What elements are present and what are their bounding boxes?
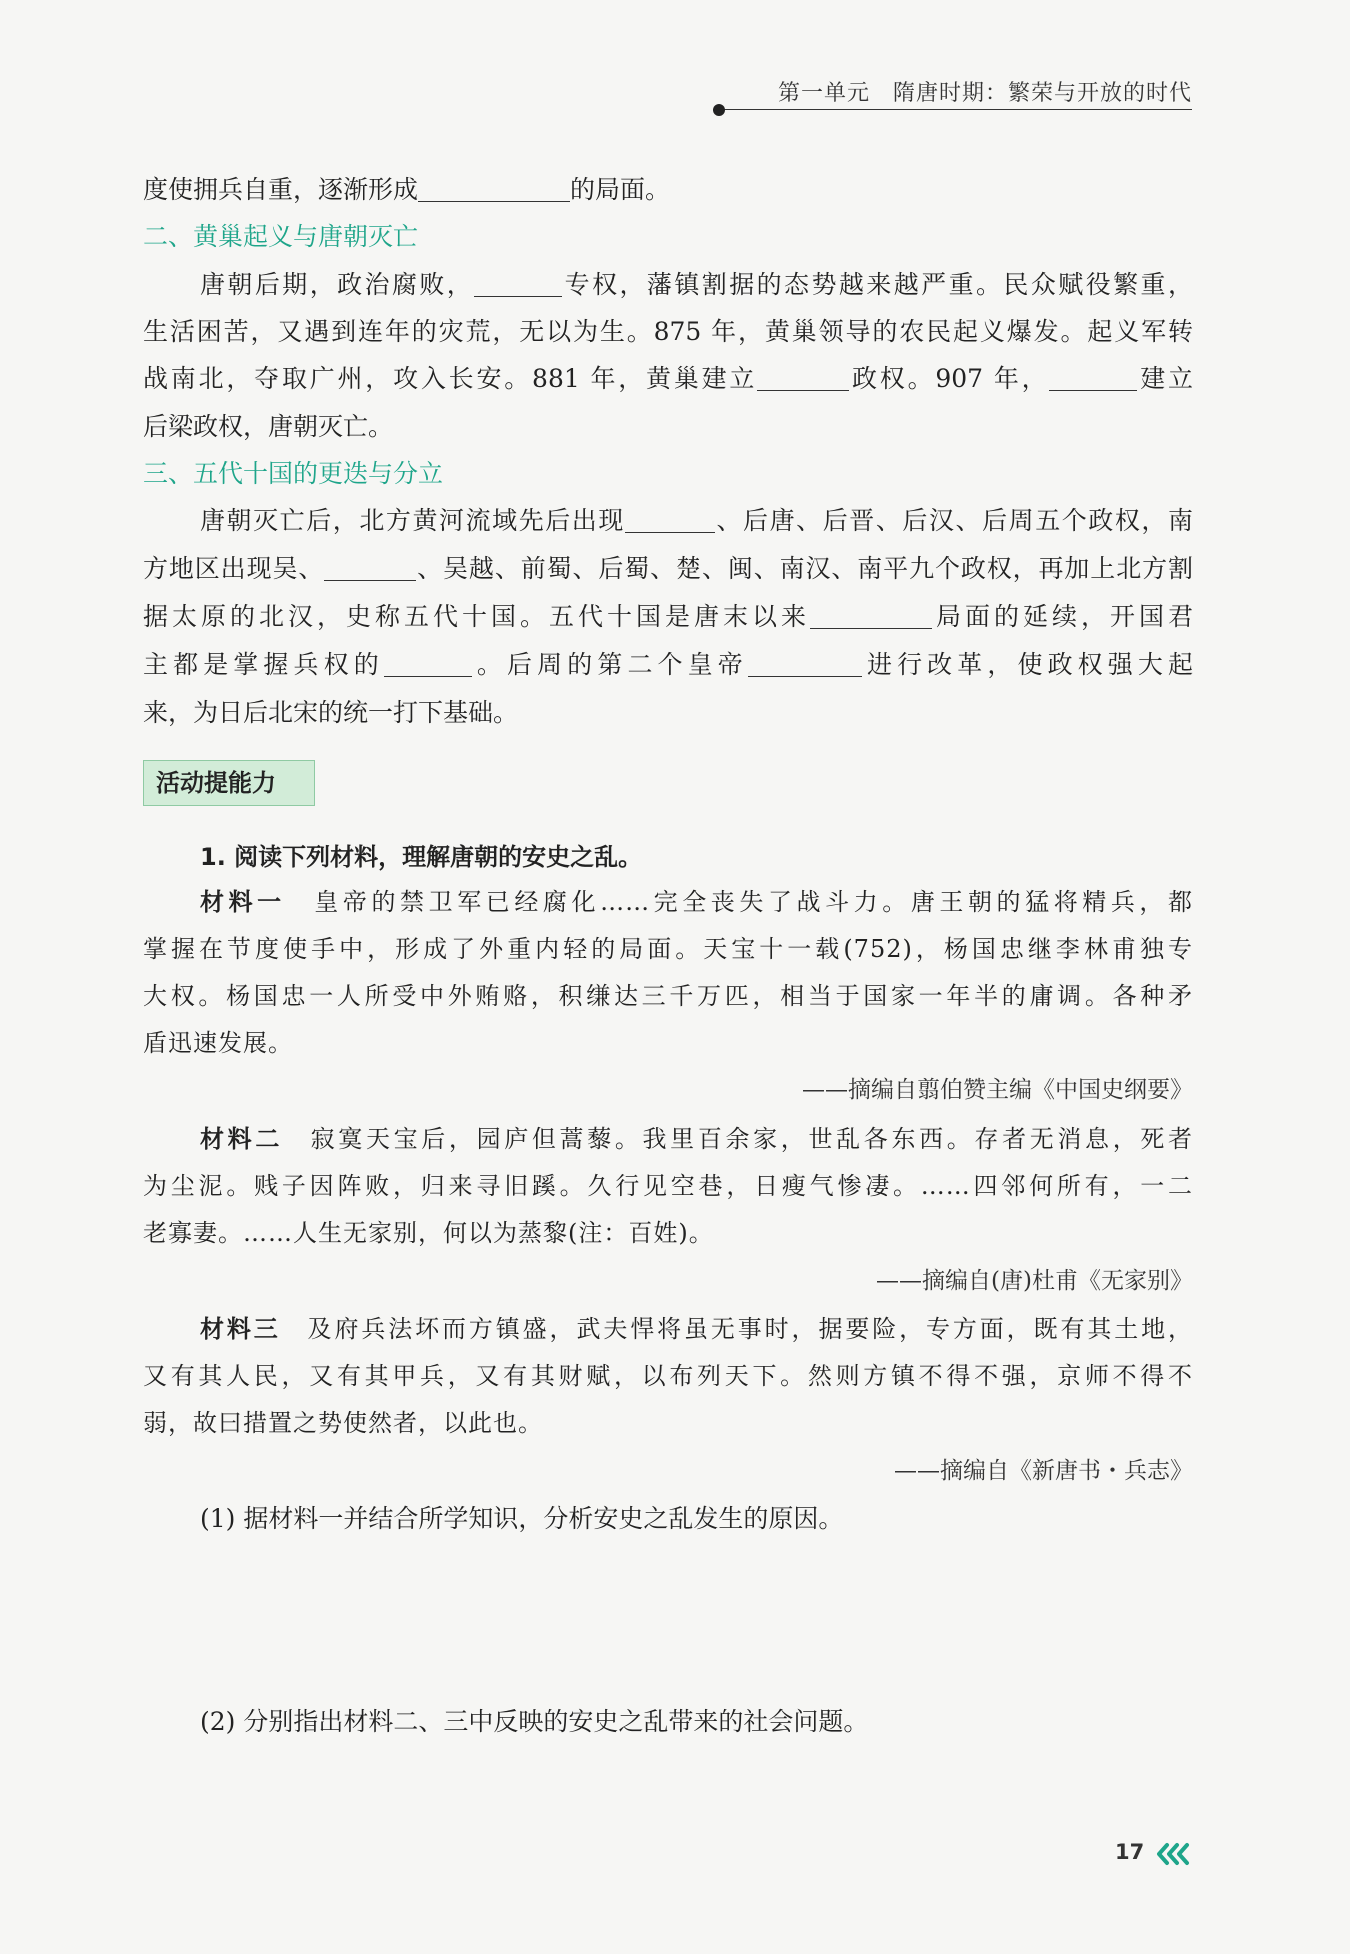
section-heading: 二、黄巢起义与唐朝灭亡: [143, 222, 419, 251]
text-span: 局面的延续，开国君: [931, 602, 1193, 631]
text-span: 唐朝后期，政治腐败，: [200, 270, 475, 299]
text-line: [143, 600, 1193, 634]
text-line: [143, 362, 1193, 396]
material-label: 材料一: [200, 888, 286, 916]
text-span: 据太原的北汉，史称五代十国。五代十国是唐末以来: [143, 602, 810, 631]
sub-question: (2) 分别指出材料二、三中反映的安史之乱带来的社会问题。: [200, 1707, 869, 1736]
text-line: 生活困苦，又遇到连年的灾荒，无以为生。875 年，黄巢领导的农民起义爆发。起义军转: [143, 317, 1193, 346]
text-line: 后梁政权，唐朝灭亡。: [143, 412, 394, 441]
text-line: [143, 173, 1193, 207]
sub-question: (1) 据材料一并结合所学知识，分析安史之乱发生的原因。: [200, 1504, 844, 1533]
material-source: ——摘编自翦伯赞主编《中国史纲要》: [802, 1077, 1193, 1103]
section-heading: 三、五代十国的更迭与分立: [143, 459, 444, 488]
page-header: [720, 72, 1192, 110]
material-line: 为尘泥。贱子因阵败，归来寻旧蹊。久行见空巷，日瘦气惨凄。……四邻何所有，一二: [143, 1172, 1193, 1200]
material-line: 又有其人民，又有其甲兵，又有其财赋，以布列天下。然则方镇不得不强，京师不得不: [143, 1362, 1193, 1390]
text-span: 唐朝灭亡后，北方黄河流域先后出现: [200, 506, 625, 535]
activity-label-box: 活动提能力: [143, 760, 315, 806]
text-span: 政权。907 年，: [849, 364, 1050, 393]
fill-blank[interactable]: [625, 506, 715, 533]
text-line: 来，为日后北宋的统一打下基础。: [143, 698, 519, 727]
text-span: 方地区出现吴、: [143, 554, 325, 583]
fill-blank[interactable]: [1049, 364, 1137, 391]
material-line: [200, 885, 1193, 919]
text-span: 及府兵法坏而方镇盛，武夫悍将虽无事时，据要险，专方面，既有其土地，: [280, 1315, 1194, 1343]
header-title: 第一单元 隋唐时期：繁荣与开放的时代: [777, 81, 1192, 106]
fill-blank[interactable]: [384, 650, 472, 677]
material-line: 弱，故曰措置之势使然者，以此也。: [143, 1409, 543, 1437]
material-label: 材料三: [200, 1315, 281, 1343]
header-rule: [720, 109, 1192, 110]
text-span: 。后周的第二个皇帝: [471, 650, 748, 679]
material-line: 掌握在节度使手中，形成了外重内轻的局面。天宝十一载(752)，杨国忠继李林甫独专: [143, 935, 1193, 963]
fill-blank[interactable]: [324, 554, 416, 581]
question-title: 1. 阅读下列材料，理解唐朝的安史之乱。: [200, 843, 643, 871]
material-line: [200, 1312, 1193, 1346]
material-line: 大权。杨国忠一人所受中外贿赂，积缣达三千万匹，相当于国家一年半的庸调。各种矛: [143, 982, 1193, 1010]
text-span: 建立: [1137, 364, 1193, 393]
fill-blank[interactable]: [418, 175, 570, 202]
material-line: 盾迅速发展。: [143, 1029, 293, 1057]
material-line: 老寡妻。……人生无家别，何以为蒸黎(注：百姓)。: [143, 1219, 714, 1247]
chevron-left-icon: [1155, 1842, 1195, 1866]
text-line: [143, 648, 1193, 682]
text-span: 进行改革，使政权强大起: [861, 650, 1193, 679]
page-number: 17: [1115, 1840, 1145, 1864]
text-line: [200, 504, 1193, 538]
text-line: [143, 552, 1193, 586]
text-span: 、吴越、前蜀、后蜀、楚、闽、南汉、南平九个政权，再加上北方割: [416, 554, 1193, 583]
text-line: [200, 268, 1193, 302]
fill-blank[interactable]: [757, 364, 849, 391]
material-line: [200, 1122, 1193, 1156]
text-span: 寂寞天宝后，园庐但蒿藜。我里百余家，世乱各东西。存者无消息，死者: [282, 1125, 1194, 1153]
text-span: 战南北，夺取广州，攻入长安。881 年，黄巢建立: [143, 364, 758, 393]
text-span: 度使拥兵自重，逐渐形成: [143, 175, 419, 204]
text-span: 主都是掌握兵权的: [143, 650, 384, 679]
header-dot-icon: [713, 104, 725, 116]
text-span: 皇帝的禁卫军已经腐化……完全丧失了战斗力。唐王朝的猛将精兵，都: [285, 888, 1194, 916]
text-span: 的局面。: [570, 175, 671, 204]
material-label: 材料二: [200, 1125, 283, 1153]
material-source: ——摘编自(唐)杜甫《无家别》: [876, 1268, 1193, 1294]
fill-blank[interactable]: [474, 270, 562, 297]
material-source: ——摘编自《新唐书・兵志》: [894, 1458, 1193, 1484]
fill-blank[interactable]: [810, 602, 932, 629]
fill-blank[interactable]: [748, 650, 862, 677]
text-span: 、后唐、后晋、后汉、后周五个政权，南: [714, 506, 1193, 535]
text-span: 专权，藩镇割据的态势越来越严重。民众赋役繁重，: [562, 270, 1193, 299]
